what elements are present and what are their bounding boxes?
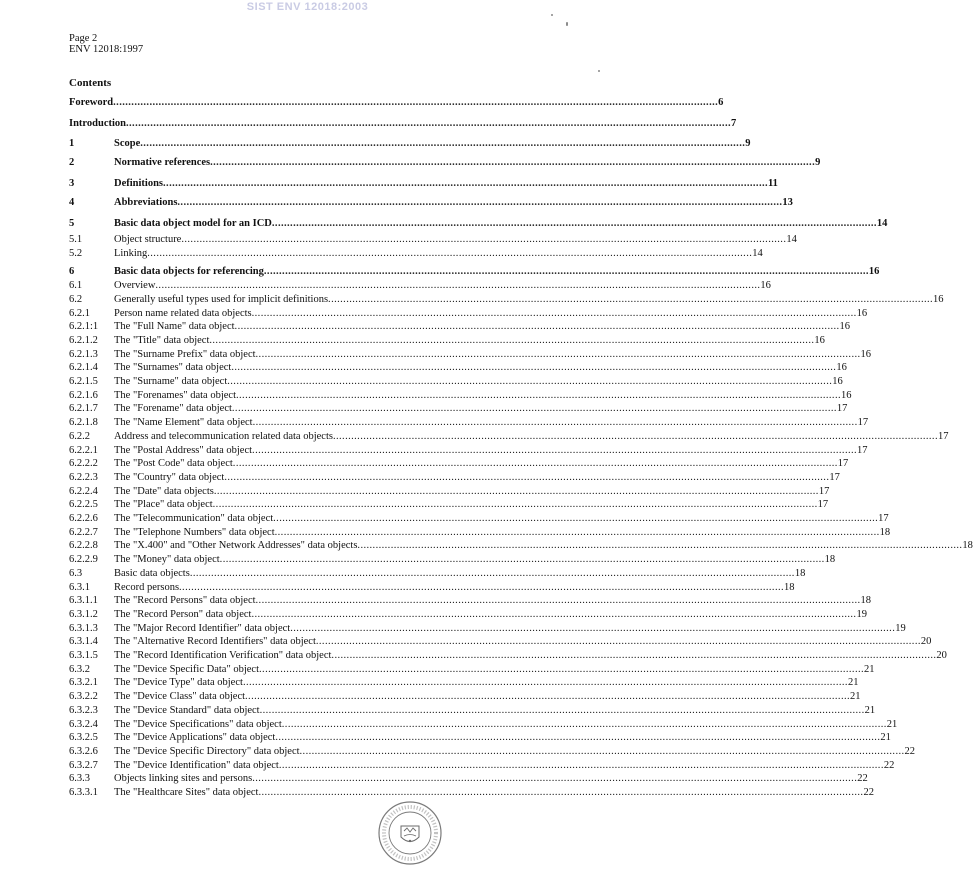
toc-entry-title: The "Alternative Record Identifiers" data object [114, 636, 316, 648]
stamp-seal-icon [377, 800, 443, 866]
toc-entry-page: 18 [962, 540, 973, 552]
toc-entry-title: The "Title" data object [114, 334, 210, 346]
toc-entry-page: 19 [895, 622, 906, 634]
toc-entry-title: The "Place" data object [114, 499, 213, 511]
toc-leader-dots: ........................................................................................................................................................................................................ [299, 745, 905, 757]
toc-entry[interactable] [69, 759, 895, 772]
toc-entry-number: 4 [69, 197, 75, 208]
toc-entry-title: Object structure [114, 234, 182, 245]
toc-entry[interactable] [69, 361, 847, 374]
toc-entry[interactable] [69, 485, 830, 498]
toc-entry-number: 6.2.2.8 [69, 540, 98, 552]
toc-entry[interactable] [69, 233, 797, 246]
toc-entry-number: 6.2.2.9 [69, 554, 98, 566]
toc-entry-page: 22 [883, 759, 895, 771]
toc-leader-dots: ........................................................................................................................................................................................................ [251, 307, 857, 319]
toc-entry-number: 6.3 [69, 567, 83, 579]
toc-entry-title: The "X.400" and "Other Network Addresses" data objects [114, 540, 358, 552]
toc-entry-number: 3 [69, 178, 75, 189]
toc-entry[interactable] [69, 690, 861, 703]
toc-entry-title: The "Telephone Numbers" data object [114, 526, 275, 538]
toc-entry-page: 18 [824, 554, 836, 566]
toc-leader-dots: ........................................................................................................................................................................................................ [255, 348, 861, 360]
toc-entry[interactable] [69, 649, 947, 662]
toc-leader-dots: ........................................................................................................................................................................................................ [259, 704, 865, 716]
toc-entry-number: 6.2.2.6 [69, 513, 98, 524]
toc-entry-title: Normative references [114, 157, 211, 168]
toc-entry[interactable] [69, 247, 763, 260]
toc-entry-title: Address and telecommunication related data objects [114, 430, 333, 442]
toc-entry-page: 21 [850, 691, 861, 703]
toc-entry[interactable] [69, 581, 795, 594]
toc-entry[interactable] [69, 772, 868, 785]
toc-entry[interactable] [69, 265, 880, 278]
toc-leader-dots: ........................................................................................................................................................................................................ [245, 691, 851, 703]
toc-entry[interactable] [69, 320, 851, 333]
toc-leader-dots: ........................................................................................................................................................................................................ [179, 581, 785, 593]
toc-entry-number: 6.3.3 [69, 773, 90, 785]
toc-entry-page: 19 [856, 608, 867, 620]
toc-entry[interactable] [69, 498, 829, 511]
toc-entry-page: 17 [878, 513, 889, 524]
toc-entry-page: 6 [718, 97, 724, 108]
toc-entry-page: 17 [817, 499, 829, 511]
toc-entry[interactable] [69, 731, 891, 744]
watermark-text: SIST ENV 12018:2003 [246, 1, 369, 13]
toc-entry-number: 6.2.1.5 [69, 376, 98, 387]
toc-entry-number: 1 [69, 138, 75, 149]
toc-leader-dots: ........................................................................................................................................................................................................ [232, 458, 838, 470]
toc-entry-title: The "Full Name" data object [114, 321, 235, 333]
toc-entry[interactable] [69, 430, 949, 443]
toc-entry-number: 6.3.2.5 [69, 732, 98, 744]
toc-entry-title: Overview [114, 280, 156, 292]
toc-entry-number: 6.3.3.1 [69, 787, 98, 798]
toc-entry-number: 6.3.2.2 [69, 691, 98, 703]
toc-entry-title: The "Post Code" data object [114, 458, 233, 470]
toc-entry-page: 16 [836, 362, 847, 374]
toc-entry[interactable] [69, 293, 944, 306]
toc-entry[interactable] [69, 279, 771, 292]
toc-entry-title: The "Name Element" data object [114, 417, 253, 429]
toc-entry[interactable] [69, 608, 867, 621]
toc-entry[interactable] [69, 471, 840, 484]
toc-entry-number: 6.3.2.6 [69, 745, 98, 757]
toc-entry-page: 18 [879, 526, 891, 538]
toc-entry-page: 17 [818, 485, 830, 497]
toc-entry[interactable] [69, 177, 778, 190]
toc-entry-page: 9 [815, 157, 821, 168]
toc-leader-dots: ........................................................................................................................................................................................................ [252, 444, 858, 456]
toc-leader-dots: ........................................................................................................................................................................................................ [251, 608, 857, 620]
toc-entry-number: 6.3.2.7 [69, 759, 98, 771]
toc-leader-dots: ........................................................................................................................................................................................................ [210, 157, 816, 168]
toc-entry-number: 6.2.1.7 [69, 403, 98, 415]
toc-entry-title: The "Device Specific Data" object [114, 663, 260, 675]
toc-entry-title: Introduction [69, 118, 126, 129]
toc-entry-page: 16 [832, 376, 843, 387]
toc-entry-page: 22 [863, 787, 874, 798]
scan-speck [598, 70, 600, 72]
toc-entry-number: 6.2.2.5 [69, 499, 98, 511]
toc-entry-number: 5.2 [69, 247, 83, 259]
toc-leader-dots: ........................................................................................................................................................................................................ [212, 499, 818, 511]
toc-entry-page: 14 [786, 234, 797, 245]
toc-entry-page: 17 [829, 471, 840, 483]
toc-entry-title: The "Device Applications" data object [114, 732, 276, 744]
toc-leader-dots: ........................................................................................................................................................................................................ [140, 138, 746, 149]
toc-entry[interactable] [69, 635, 932, 648]
toc-entry-title: Basic data object model for an ICD [114, 218, 272, 229]
toc-entry-number: 6.2.2.1 [69, 444, 98, 456]
toc-entry-page: 17 [836, 403, 848, 415]
toc-entry[interactable] [69, 704, 876, 717]
toc-entry-page: 16 [760, 280, 771, 292]
toc-leader-dots: ........................................................................................................................................................................................................ [147, 247, 753, 259]
toc-leader-dots: ........................................................................................................................................................................................................ [213, 485, 819, 497]
toc-entry-title: The "Date" data objects [114, 485, 214, 497]
toc-entry-number: 6.3.1.3 [69, 622, 98, 634]
toc-entry-page: 16 [860, 348, 872, 360]
toc-entry[interactable] [69, 334, 825, 347]
toc-entry[interactable] [69, 676, 859, 689]
toc-leader-dots: ........................................................................................................................................................................................................ [273, 513, 879, 524]
toc-entry[interactable] [69, 539, 973, 552]
toc-entry-page: 21 [847, 677, 859, 689]
toc-entry-number: 6.3.1.1 [69, 595, 98, 607]
toc-entry-title: The "Record Identification Verification" data object [114, 650, 332, 661]
toc-leader-dots: ........................................................................................................................................................................................................ [271, 218, 877, 229]
toc-entry-number: 6.2.1.2 [69, 334, 98, 346]
toc-entry[interactable] [69, 622, 906, 635]
toc-entry-title: The "Record Person" data object [114, 608, 252, 620]
toc-entry-number: 6.2.2.4 [69, 485, 98, 497]
toc-entry-page: 13 [782, 197, 793, 208]
toc-entry-page: 22 [857, 773, 868, 785]
toc-entry-title: Definitions [114, 178, 164, 189]
toc-entry-number: 6.2.2.7 [69, 526, 98, 538]
toc-leader-dots: ........................................................................................................................................................................................................ [278, 759, 884, 771]
toc-entry[interactable] [69, 567, 806, 580]
toc-leader-dots: ........................................................................................................................................................................................................ [189, 567, 795, 579]
toc-entry-title: The "Device Type" data object [114, 677, 243, 689]
toc-leader-dots: ........................................................................................................................................................................................................ [177, 197, 783, 208]
toc-entry-title: Basic data objects [114, 567, 190, 579]
toc-entry-number: 6.3.2.1 [69, 677, 98, 689]
toc-entry-title: The "Device Specific Directory" data object [114, 745, 300, 757]
contents-heading: Contents [69, 77, 112, 89]
toc-entry-page: 16 [933, 293, 944, 305]
toc-entry-number: 6.3.2 [69, 663, 90, 675]
toc-entry-title: The "Device Class" data object [114, 691, 246, 703]
toc-entry[interactable] [69, 553, 836, 566]
toc-entry[interactable] [69, 594, 872, 607]
toc-entry-page: 21 [880, 732, 891, 744]
toc-entry[interactable] [69, 156, 821, 169]
toc-leader-dots: ........................................................................................................................................................................................................ [155, 280, 761, 292]
toc-entry-number: 6.2.2 [69, 430, 90, 442]
toc-leader-dots: ........................................................................................................................................................................................................ [231, 403, 837, 415]
toc-entry-page: 17 [937, 430, 949, 442]
toc-entry-title: The "Surnames" data object [114, 362, 232, 374]
toc-entry-title: The "Forenames" data object [114, 389, 236, 401]
toc-entry[interactable] [69, 217, 888, 230]
toc-entry-number: 6.3.1.4 [69, 636, 98, 648]
toc-entry-page: 21 [864, 663, 875, 675]
toc-entry-page: 21 [886, 718, 898, 730]
toc-entry-page: 16 [839, 321, 851, 333]
toc-leader-dots: ........................................................................................................................................................................................................ [236, 389, 841, 401]
scan-speck [566, 22, 568, 26]
toc-entry-title: The "Device Specifications" data object [114, 718, 282, 730]
toc-leader-dots: ........................................................................................................................................................................................................ [259, 663, 865, 675]
toc-entry-title: The "Healthcare Sites" data object [114, 787, 259, 798]
toc-entry[interactable] [69, 96, 724, 109]
toc-entry-title: The "Telecommunication" data object [114, 513, 274, 524]
toc-entry-title: Objects linking sites and persons [114, 773, 253, 785]
toc-leader-dots: ........................................................................................................................................................................................................ [275, 732, 881, 744]
toc-entry-page: 7 [731, 118, 737, 129]
toc-entry[interactable] [69, 786, 874, 799]
toc-entry-title: The "Postal Address" data object [114, 444, 253, 456]
toc-entry[interactable] [69, 718, 898, 731]
toc-entry-page: 17 [857, 417, 869, 429]
toc-entry-number: 6.2.2.2 [69, 458, 98, 470]
toc-entry-page: 16 [814, 334, 825, 346]
toc-entry[interactable] [69, 389, 852, 402]
toc-entry-number: 6.2.1.4 [69, 362, 98, 374]
toc-leader-dots: ........................................................................................................................................................................................................ [274, 526, 880, 538]
toc-entry[interactable] [69, 307, 868, 320]
toc-leader-dots: ........................................................................................................................................................................................................ [227, 376, 833, 387]
toc-entry-title: The "Surname" data object [114, 376, 228, 387]
toc-leader-dots: ........................................................................................................................................................................................................ [290, 622, 896, 634]
toc-entry-page: 18 [784, 581, 795, 593]
toc-entry-page: 20 [936, 650, 947, 661]
toc-leader-dots: ........................................................................................................................................................................................................ [242, 677, 848, 689]
toc-leader-dots: ........................................................................................................................................................................................................ [328, 293, 934, 305]
toc-entry-page: 18 [794, 567, 806, 579]
toc-leader-dots: ........................................................................................................................................................................................................ [181, 234, 787, 245]
toc-leader-dots: ........................................................................................................................................................................................................ [234, 321, 840, 333]
toc-entry-number: 6.2.2.3 [69, 471, 98, 483]
page-number-header: Page 2 [69, 33, 98, 44]
toc-entry-number: 6.3.2.3 [69, 704, 98, 716]
toc-entry-title: The "Record Persons" data object [114, 595, 256, 607]
toc-leader-dots: ........................................................................................................................................................................................................ [113, 97, 719, 108]
toc-leader-dots: ........................................................................................................................................................................................................ [252, 417, 858, 429]
toc-leader-dots: ........................................................................................................................................................................................................ [263, 266, 869, 278]
toc-entry[interactable] [69, 402, 848, 415]
toc-entry[interactable] [69, 375, 843, 388]
toc-entry-title: Foreword [69, 97, 114, 108]
toc-entry-number: 6 [69, 266, 75, 278]
toc-entry-number: 5 [69, 218, 75, 229]
toc-entry-number: 6.2.1 [69, 307, 90, 319]
toc-leader-dots: ........................................................................................................................................................................................................ [209, 334, 815, 346]
toc-entry-title: Person name related data objects [114, 307, 252, 319]
toc-leader-dots: ........................................................................................................................................................................................................ [281, 718, 887, 730]
toc-entry-title: The "Major Record Identifier" data object [114, 622, 291, 634]
toc-entry[interactable] [69, 663, 875, 676]
toc-entry-title: The "Surname Prefix" data object [114, 348, 256, 360]
toc-entry-number: 6.2.1:1 [69, 321, 99, 333]
toc-entry[interactable] [69, 117, 737, 130]
toc-entry[interactable] [69, 444, 868, 457]
toc-entry-page: 16 [856, 307, 868, 319]
toc-entry-title: The "Country" data object [114, 471, 225, 483]
toc-entry-number: 6.2.1.3 [69, 348, 98, 360]
toc-entry-title: The "Device Standard" data object [114, 704, 260, 716]
toc-entry-page: 14 [876, 218, 888, 229]
toc-leader-dots: ........................................................................................................................................................................................................ [126, 118, 731, 129]
toc-leader-dots: ........................................................................................................................................................................................................ [258, 787, 864, 798]
toc-entry-title: Linking [114, 247, 148, 259]
toc-leader-dots: ........................................................................................................................................................................................................ [332, 430, 938, 442]
toc-entry-title: The "Device Identification" data object [114, 759, 279, 771]
toc-entry-page: 16 [868, 266, 880, 278]
toc-entry[interactable] [69, 512, 889, 525]
toc-leader-dots: ........................................................................................................................................................................................................ [224, 471, 830, 483]
toc-entry-number: 6.3.1.5 [69, 650, 98, 661]
toc-entry-number: 2 [69, 157, 75, 168]
toc-entry-title: Abbreviations [114, 197, 178, 208]
toc-entry-page: 20 [920, 636, 932, 648]
toc-leader-dots: ........................................................................................................................................................................................................ [315, 636, 921, 648]
toc-leader-dots: ........................................................................................................................................................................................................ [219, 554, 825, 566]
toc-leader-dots: ........................................................................................................................................................................................................ [331, 650, 937, 661]
toc-entry-page: 21 [864, 704, 876, 716]
toc-entry-number: 6.3.1.2 [69, 608, 98, 620]
toc-entry-page: 16 [841, 389, 852, 401]
toc-entry-title: Basic data objects for referencing [114, 266, 264, 278]
toc-entry-title: Generally useful types used for implicit definitions [114, 293, 329, 305]
toc-entry-page: 9 [745, 138, 751, 149]
toc-entry-number: 6.1 [69, 280, 83, 292]
toc-entry-title: Scope [114, 138, 141, 149]
toc-entry[interactable] [69, 348, 872, 361]
toc-entry-page: 11 [768, 178, 778, 189]
toc-entry[interactable] [69, 137, 751, 150]
standard-id-header: ENV 12018:1997 [69, 44, 144, 55]
toc-entry[interactable] [69, 196, 793, 209]
toc-leader-dots: ........................................................................................................................................................................................................ [163, 178, 769, 189]
toc-entry[interactable] [69, 457, 849, 470]
toc-entry[interactable] [69, 745, 916, 758]
toc-entry-title: The "Forename" data object [114, 403, 232, 415]
toc-entry-page: 17 [837, 458, 849, 470]
toc-leader-dots: ........................................................................................................................................................................................................ [252, 773, 858, 785]
toc-entry[interactable] [69, 526, 891, 539]
toc-entry-number: 6.2.1.8 [69, 417, 98, 429]
toc-entry-page: 17 [857, 444, 868, 456]
toc-leader-dots: ........................................................................................................................................................................................................ [255, 595, 861, 607]
toc-entry-page: 14 [752, 247, 763, 259]
scan-speck [551, 14, 553, 16]
toc-entry-number: 6.2 [69, 293, 83, 305]
toc-leader-dots: ........................................................................................................................................................................................................ [231, 362, 837, 374]
toc-entry-page: 18 [860, 595, 872, 607]
toc-leader-dots: ........................................................................................................................................................................................................ [357, 540, 963, 552]
toc-entry-number: 6.2.1.6 [69, 389, 98, 401]
toc-entry-page: 22 [904, 745, 916, 757]
toc-entry-number: 5.1 [69, 234, 83, 245]
toc-entry-title: The "Money" data object [114, 554, 220, 566]
toc-entry-number: 6.3.2.4 [69, 718, 98, 730]
toc-entry-title: Record persons [114, 581, 180, 593]
toc-entry-number: 6.3.1 [69, 581, 90, 593]
toc-entry[interactable] [69, 416, 869, 429]
